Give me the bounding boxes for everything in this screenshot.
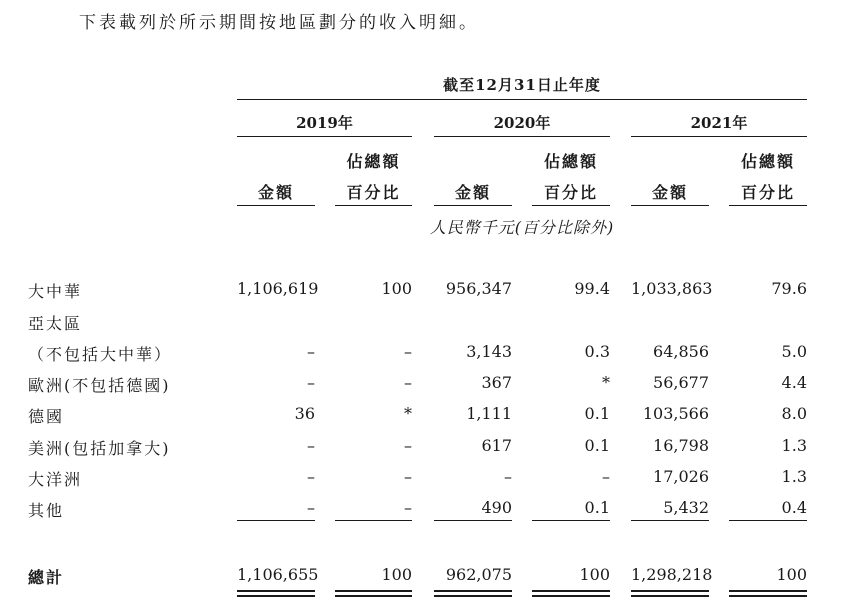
- table-cell: 16,798: [653, 436, 709, 455]
- row-label: （不包括大中華）: [28, 345, 173, 364]
- row-label: 大中華: [28, 282, 83, 301]
- total-cell: 100: [776, 565, 807, 584]
- row-label: 歐洲(不包括德國): [28, 376, 171, 395]
- subtotal-line-5: [631, 520, 709, 521]
- total-double-line: [532, 590, 610, 592]
- table-cell: –: [404, 436, 412, 455]
- total-double-line: [237, 590, 315, 592]
- table-cell: –: [307, 373, 315, 392]
- total-double-line: [532, 595, 610, 597]
- table-cell: 99.4: [574, 279, 610, 298]
- row-label: 大洋洲: [28, 470, 83, 489]
- year-2019-divider: [237, 136, 412, 137]
- year-2019-header: 2019年: [296, 114, 353, 132]
- total-double-line: [434, 595, 512, 597]
- table-cell: 5,432: [663, 498, 709, 517]
- table-cell: *: [602, 373, 610, 392]
- period-divider: [237, 99, 807, 100]
- table-cell: 0.1: [584, 404, 610, 423]
- table-cell: 103,566: [642, 404, 709, 423]
- table-cell: 4.4: [781, 373, 807, 392]
- amount-2020-underline: [434, 205, 512, 206]
- total-cell: 100: [381, 565, 412, 584]
- table-cell: 1,033,863: [631, 279, 713, 298]
- table-cell: 0.3: [584, 342, 610, 361]
- amount-2019-underline: [237, 205, 315, 206]
- subtotal-line-6: [729, 520, 807, 521]
- total-cell: 1,298,218: [631, 565, 713, 584]
- table-cell: –: [404, 373, 412, 392]
- table-cell: 1,111: [466, 404, 512, 423]
- table-cell: –: [404, 498, 412, 517]
- total-cell: 100: [579, 565, 610, 584]
- total-cell: 1,106,655: [237, 565, 319, 584]
- row-label: 美洲(包括加拿大): [28, 439, 171, 458]
- amount-header-2019: 金額: [257, 183, 294, 202]
- total-double-line: [729, 595, 807, 597]
- table-cell: 5.0: [781, 342, 807, 361]
- year-2021-header: 2021年: [690, 114, 748, 132]
- table-cell: 0.4: [781, 498, 807, 517]
- percent-header-2021-line2: 百分比: [740, 183, 795, 202]
- year-2020-divider: [434, 136, 610, 137]
- table-cell: 490: [481, 498, 512, 517]
- period-title: 截至12月31日止年度: [443, 76, 601, 94]
- year-2021-divider: [631, 136, 807, 137]
- table-cell: –: [307, 498, 315, 517]
- total-label: 總計: [28, 568, 65, 587]
- intro-text: 下表載列於所示期間按地區劃分的收入明細。: [79, 13, 479, 33]
- row-label: 亞太區: [28, 314, 83, 333]
- subtotal-line-2: [335, 520, 412, 521]
- amount-2021-underline: [631, 205, 709, 206]
- table-cell: 79.6: [771, 279, 807, 298]
- year-2020-header: 2020年: [493, 114, 551, 132]
- table-cell: 0.1: [584, 436, 610, 455]
- table-cell: –: [404, 467, 412, 486]
- table-cell: –: [307, 342, 315, 361]
- table-cell: 1.3: [781, 467, 807, 486]
- table-cell: 36: [294, 404, 315, 423]
- percent-header-2019-line1: 佔總額: [346, 152, 401, 171]
- total-double-line: [335, 595, 412, 597]
- total-double-line: [631, 590, 709, 592]
- subtotal-line-3: [434, 520, 512, 521]
- table-cell: 8.0: [781, 404, 807, 423]
- total-double-line: [631, 595, 709, 597]
- percent-2020-underline: [532, 205, 610, 206]
- table-cell: –: [307, 436, 315, 455]
- table-cell: 17,026: [653, 467, 709, 486]
- table-cell: 64,856: [653, 342, 709, 361]
- table-cell: 1.3: [781, 436, 807, 455]
- percent-header-2020-line2: 百分比: [543, 183, 598, 202]
- row-label: 其他: [28, 501, 65, 520]
- table-cell: 3,143: [466, 342, 512, 361]
- percent-header-2021-line1: 佔總額: [740, 152, 795, 171]
- percent-2021-underline: [729, 205, 807, 206]
- unit-note: 人民幣千元(百分比除外): [429, 218, 615, 237]
- table-cell: 0.1: [584, 498, 610, 517]
- subtotal-line-4: [532, 520, 610, 521]
- table-cell: 617: [481, 436, 512, 455]
- table-cell: 100: [381, 279, 412, 298]
- table-cell: –: [404, 342, 412, 361]
- amount-header-2020: 金額: [454, 183, 491, 202]
- table-cell: 956,347: [445, 279, 512, 298]
- total-double-line: [729, 590, 807, 592]
- subtotal-line-1: [237, 520, 315, 521]
- percent-header-2019-line2: 百分比: [346, 183, 401, 202]
- table-cell: 56,677: [653, 373, 709, 392]
- table-cell: 367: [481, 373, 512, 392]
- total-double-line: [434, 590, 512, 592]
- total-double-line: [237, 595, 315, 597]
- table-cell: –: [602, 467, 610, 486]
- table-cell: –: [504, 467, 512, 486]
- table-cell: 1,106,619: [237, 279, 319, 298]
- row-label: 德國: [28, 407, 65, 426]
- amount-header-2021: 金額: [651, 183, 688, 202]
- total-cell: 962,075: [445, 565, 512, 584]
- total-double-line: [335, 590, 412, 592]
- table-cell: *: [404, 404, 412, 423]
- table-cell: –: [307, 467, 315, 486]
- percent-header-2020-line1: 佔總額: [543, 152, 598, 171]
- percent-2019-underline: [335, 205, 412, 206]
